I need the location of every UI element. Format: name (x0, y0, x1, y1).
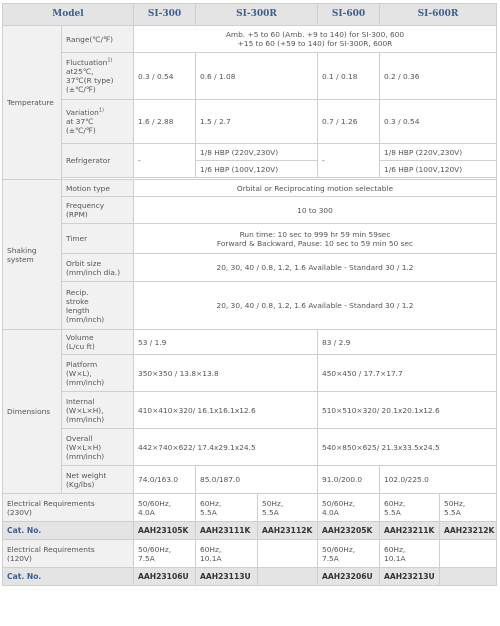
cat-230-c3: AAH23112K (258, 522, 318, 540)
range-row (3, 26, 497, 53)
range-label: Range(℃/℉) (62, 26, 134, 53)
weight-label: Net weight (Kg/lbs) (62, 466, 134, 494)
frequency-label: Frequency (RPM) (62, 197, 134, 224)
frequency-row (3, 197, 497, 224)
refrigerator-si600r-220: 1/8 HBP (220V,230V) (380, 144, 497, 161)
internal-row (3, 392, 497, 429)
electrical-120-row (3, 540, 497, 568)
weight-si600r: 102.0/225.0 (380, 466, 497, 494)
electrical-120-c4: 50/60Hz, 7.5A (318, 540, 380, 568)
refrigerator-si300r-100: 1/6 HBP (100V,120V) (196, 161, 318, 178)
refrigerator-row-a (3, 144, 497, 161)
refrigerator-si300: - (134, 144, 196, 178)
motion-value: Orbital or Reciprocating motion selectable (134, 180, 497, 197)
shaking-group-label: Shaking system (3, 180, 62, 330)
electrical-230-c6: 50Hz, 5.5A (440, 494, 497, 522)
fluctuation-si600: 0.1 / 0.18 (318, 53, 380, 100)
overall-row (3, 429, 497, 466)
electrical-120-c5: 60Hz, 10.1A (380, 540, 440, 568)
fluctuation-label (62, 53, 134, 100)
volume-row (3, 330, 497, 355)
overall-si600: 540×850×625/ 21.3x33.5x24.5 (318, 429, 497, 466)
platform-si300: 350×350 / 13.8×13.8 (134, 355, 318, 392)
model-header: Model (3, 4, 134, 26)
fluctuation-si300: 0.3 / 0.54 (134, 53, 196, 100)
cat-230-c1: AAH23105K (134, 522, 196, 540)
volume-si600: 83 / 2.9 (318, 330, 497, 355)
temperature-group-label: Temperature (3, 26, 62, 180)
variation-label-main: Variation (66, 108, 99, 117)
weight-si300: 74.0/163.0 (134, 466, 196, 494)
weight-row (3, 466, 497, 494)
timer-value: Run time: 10 sec to 999 hr 59 min 59sec Forward & Backward, Pause: 10 sec to 59 min 50 sec (134, 224, 497, 254)
weight-si300r: 85.0/187.0 (196, 466, 318, 494)
orbit-label: Orbit size (mm/inch dia.) (62, 254, 134, 282)
electrical-120-c6 (440, 540, 497, 568)
motion-label: Motion type (62, 180, 134, 197)
spec-table (2, 3, 497, 586)
dimensions-group-label: Dimensions (3, 330, 62, 494)
refrigerator-si300r-220: 1/8 HBP (220V,230V) (196, 144, 318, 161)
fluctuation-footnote: 1) (107, 57, 113, 64)
variation-si300r: 1.5 / 2.7 (196, 100, 318, 144)
internal-si300: 410×410×320/ 16.1x16.1x12.6 (134, 392, 318, 429)
refrigerator-label: Refrigerator (62, 144, 134, 178)
variation-label-rest: at 37℃ (±℃/℉) (66, 117, 96, 135)
platform-si600: 450×450 / 17.7×17.7 (318, 355, 497, 392)
orbit-row (3, 254, 497, 282)
fluctuation-row (3, 53, 497, 100)
variation-si600r: 0.3 / 0.54 (380, 100, 497, 144)
fluctuation-label-main: Fluctuation (66, 58, 108, 67)
overall-si300: 442×740×622/ 17.4x29.1x24.5 (134, 429, 318, 466)
electrical-230-c2: 60Hz, 5.5A (196, 494, 258, 522)
volume-label: Volume (L/cu ft) (62, 330, 134, 355)
stroke-row (3, 282, 497, 330)
variation-si300: 1.6 / 2.88 (134, 100, 196, 144)
variation-row (3, 100, 497, 144)
electrical-120-c2: 60Hz, 10.1A (196, 540, 258, 568)
timer-row (3, 224, 497, 254)
cat-120-row (3, 568, 497, 586)
cat-120-c1: AAH23106U (134, 568, 196, 586)
volume-si300: 53 / 1.9 (134, 330, 318, 355)
fluctuation-si300r: 0.6 / 1.08 (196, 53, 318, 100)
variation-footnote: 1) (98, 107, 104, 114)
internal-label: Internal (W×L×H), (mm/inch) (62, 392, 134, 429)
stroke-label: Recip. stroke length (mm/inch) (62, 282, 134, 330)
fluctuation-si600r: 0.2 / 0.36 (380, 53, 497, 100)
electrical-230-c3: 50Hz, 5.5A (258, 494, 318, 522)
stroke-value: 20, 30, 40 / 0.8, 1.2, 1.6 Available - Standard 30 / 1.2 (134, 282, 497, 330)
si600-header: SI-600 (318, 4, 380, 26)
electrical-230-label: Electrical Requirements (230V) (3, 494, 134, 522)
cat-120-c6 (440, 568, 497, 586)
si300r-header: SI-300R (196, 4, 318, 26)
cat-230-c6: AAH23212K (440, 522, 497, 540)
internal-si600: 510×510×320/ 20.1x20.1x12.6 (318, 392, 497, 429)
fluctuation-label-rest: at25℃, 37℃(R type) (±℃/℉) (66, 67, 114, 94)
electrical-120-c3 (258, 540, 318, 568)
frequency-value: 10 to 300 (134, 197, 497, 224)
cat-230-c4: AAH23205K (318, 522, 380, 540)
cat-230-c2: AAH23111K (196, 522, 258, 540)
overall-label: Overall (W×L×H) (mm/inch) (62, 429, 134, 466)
cat-120-label: Cat. No. (3, 568, 134, 586)
electrical-230-row (3, 494, 497, 522)
cat-120-c3 (258, 568, 318, 586)
electrical-230-c5: 60Hz, 5.5A (380, 494, 440, 522)
cat-230-c5: AAH23211K (380, 522, 440, 540)
electrical-230-c1: 50/60Hz, 4.0A (134, 494, 196, 522)
orbit-value: 20, 30, 40 / 0.8, 1.2, 1.6 Available - Standard 30 / 1.2 (134, 254, 497, 282)
cat-120-c5: AAH23213U (380, 568, 440, 586)
range-value: Amb. +5 to 60 (Amb. +9 to 140) for SI-300, 600 +15 to 60 (+59 to 140) for SI-300R, 600R (134, 26, 497, 53)
timer-label: Timer (62, 224, 134, 254)
electrical-120-c1: 50/60Hz, 7.5A (134, 540, 196, 568)
refrigerator-si600r-100: 1/6 HBP (100V,120V) (380, 161, 497, 178)
motion-row (3, 180, 497, 197)
platform-label: Platform (W×L), (mm/inch) (62, 355, 134, 392)
variation-label (62, 100, 134, 144)
electrical-230-c4: 50/60Hz, 4.0A (318, 494, 380, 522)
cat-230-row (3, 522, 497, 540)
cat-230-label: Cat. No. (3, 522, 134, 540)
si300-header: SI-300 (134, 4, 196, 26)
electrical-120-label: Electrical Requirements (120V) (3, 540, 134, 568)
variation-si600: 0.7 / 1.26 (318, 100, 380, 144)
cat-120-c2: AAH23113U (196, 568, 258, 586)
platform-row (3, 355, 497, 392)
weight-si600: 91.0/200.0 (318, 466, 380, 494)
header-row (3, 4, 497, 26)
si600r-header: SI-600R (380, 4, 497, 26)
refrigerator-si600: - (318, 144, 380, 178)
cat-120-c4: AAH23206U (318, 568, 380, 586)
